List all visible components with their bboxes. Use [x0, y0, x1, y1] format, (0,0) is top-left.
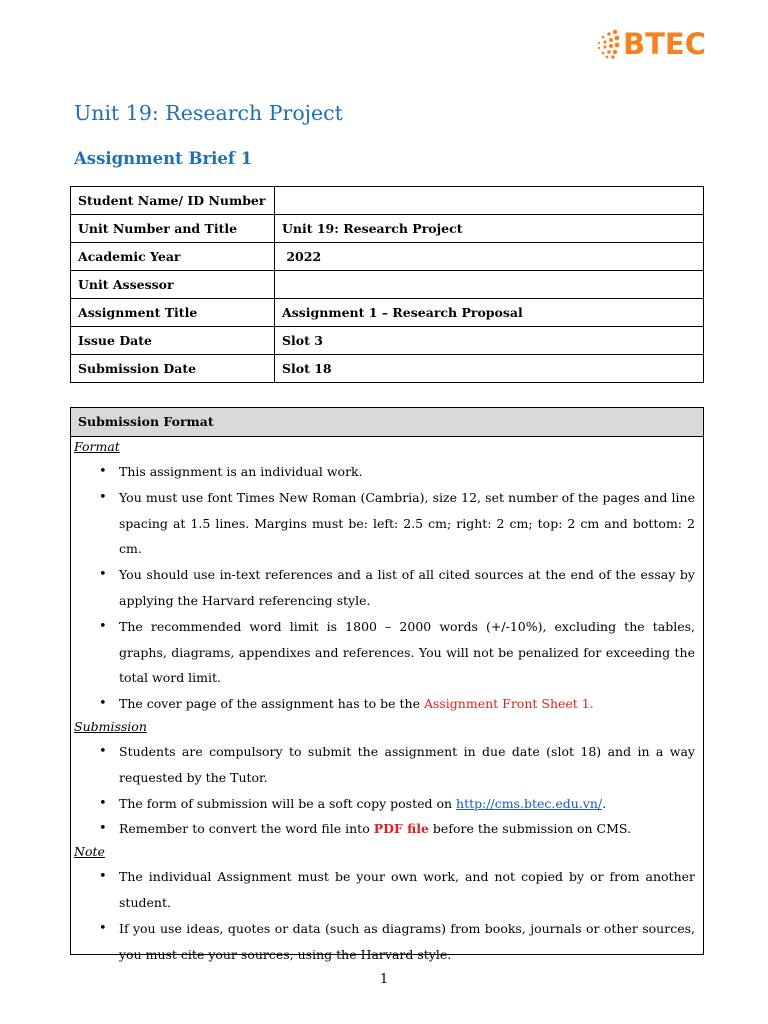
table-row — [71, 215, 704, 243]
brief-title: Assignment Brief 1 — [74, 149, 253, 168]
row-label: Submission Date — [71, 355, 275, 383]
item-text: The cover page of the assignment has to be the — [119, 696, 424, 712]
item-text-end: . — [589, 696, 594, 712]
front-sheet-reference: Assignment Front Sheet 1 — [423, 696, 590, 712]
note-section-label: Note — [74, 844, 105, 860]
item-text-end: . — [602, 795, 607, 811]
row-label: Student Name/ ID Number — [71, 187, 275, 215]
list-item: • If you use ideas, quotes or data (such as diagrams) from books, journals or other sources, you must cite your sources, using the Harvard style. — [71, 916, 703, 968]
format-list — [71, 459, 703, 717]
item-text: Remember to convert the word file into — [119, 821, 374, 837]
row-value — [275, 187, 704, 215]
list-item: • The individual Assignment must be your own work, and not copied by or from another student. — [71, 864, 703, 916]
assignment-info-table — [70, 186, 704, 383]
table-row — [71, 187, 704, 215]
table-row — [71, 299, 704, 327]
submission-list — [71, 739, 703, 842]
row-value: Slot 18 — [275, 355, 704, 383]
item-text-end: before the submission on CMS. — [428, 821, 631, 837]
table-row — [71, 271, 704, 299]
list-item: • This assignment is an individual work. — [71, 459, 703, 485]
submission-format-box — [70, 407, 704, 962]
list-item: • The recommended word limit is 1800 – 2000 words (+/-10%), excluding the tables, graphs, diagrams, appendixes and references. You will not be penalized for exceeding the total word limit. — [71, 614, 703, 691]
row-value — [275, 271, 704, 299]
row-value: Slot 3 — [275, 327, 704, 355]
row-label: Unit Number and Title — [71, 215, 275, 243]
list-item — [71, 791, 703, 817]
btec-logo — [595, 24, 707, 64]
format-section-label: Format — [74, 439, 120, 454]
table-row — [71, 327, 704, 355]
list-item: • Students are compulsory to submit the assignment in due date (slot 18) and in a way requested by the Tutor. — [71, 739, 703, 791]
table-row — [71, 243, 704, 271]
pdf-file-highlight: PDF file — [373, 821, 429, 837]
list-item — [71, 816, 703, 842]
page-number: 1 — [379, 972, 389, 987]
row-label: Unit Assessor — [71, 271, 275, 299]
row-value: Unit 19: Research Project — [275, 215, 704, 243]
cms-link[interactable]: http://cms.btec.edu.vn/ — [456, 795, 603, 811]
submission-section-label: Submission — [74, 718, 147, 734]
list-item: • You should use in-text references and a list of all cited sources at the end of the essay by applying the Harvard referencing style. — [71, 562, 703, 614]
row-label: Assignment Title — [71, 299, 275, 327]
unit-title: Unit 19: Research Project — [74, 101, 343, 125]
row-label: Academic Year — [71, 243, 275, 271]
note-list — [71, 864, 703, 967]
list-item: • You must use font Times New Roman (Cambria), size 12, set number of the pages and line spacing at 1.5 lines. Margins must be: left: 2.5 cm; right: 2 cm; top: 2 cm and bottom: 2 cm. — [71, 485, 703, 562]
logo-text: BTEC — [623, 26, 706, 61]
row-value: Assignment 1 – Research Proposal — [275, 299, 704, 327]
table-row — [71, 355, 704, 383]
row-value: 2022 — [275, 243, 704, 271]
submission-format-heading: Submission Format — [71, 408, 703, 437]
item-text: The form of submission will be a soft copy posted on — [119, 795, 457, 811]
list-item — [71, 691, 703, 717]
row-label: Issue Date — [71, 327, 275, 355]
dots-icon — [595, 28, 621, 60]
